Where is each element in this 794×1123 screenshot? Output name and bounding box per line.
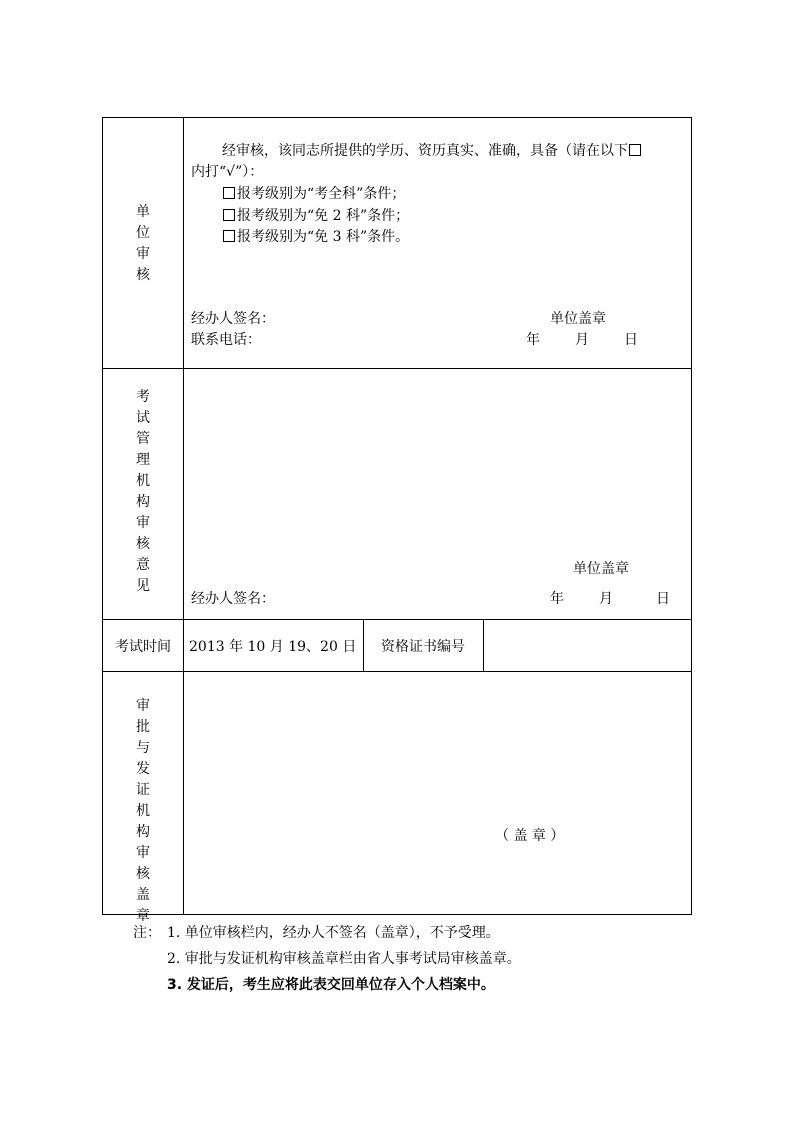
month-label: 月 <box>575 332 589 348</box>
review-intro-continued: 内打“√”）： <box>191 164 264 180</box>
review-intro: 经审核，该同志所提供的学历、资历真实、准确，具备（请在以下 <box>222 140 643 160</box>
note-item: 2. 审批与发证机构审核盖章栏由省人事考试局审核盖章。 <box>167 951 521 967</box>
column-divider <box>183 118 184 915</box>
handler-signature-label: 经办人签名： <box>191 591 275 607</box>
checkbox[interactable] <box>629 144 641 156</box>
unit-seal-label: 单位盖章 <box>573 561 629 577</box>
checkbox[interactable] <box>223 187 235 199</box>
issuing-authority-label: 审 批 与 发 证 机 构 审 核 盖 章 <box>136 698 150 924</box>
contact-phone-label: 联系电话： <box>191 332 261 348</box>
day-label: 日 <box>656 591 670 607</box>
checkbox[interactable] <box>223 230 235 242</box>
day-label: 日 <box>624 332 638 348</box>
form-table <box>102 117 692 924</box>
exam-time-value: 2013 年 10 月 19、20 日 <box>189 639 357 655</box>
cert-number-label: 资格证书编号 <box>381 639 465 655</box>
exam-authority-label: 考 试 管 理 机 构 审 核 意 见 <box>136 389 150 594</box>
row-divider <box>103 671 691 672</box>
checkbox[interactable] <box>223 209 235 221</box>
exam-time-label: 考试时间 <box>115 639 171 655</box>
note-item: 1. 单位审核栏内，经办人不签名（盖章），不予受理。 <box>167 925 500 941</box>
note-item: 3. 发证后，考生应将此表交回单位存入个人档案中。 <box>167 977 495 993</box>
row-divider <box>103 619 691 620</box>
year-label: 年 <box>526 332 540 348</box>
option-full-subjects: 报考级别为“考全科”条件； <box>223 183 405 203</box>
year-label: 年 <box>550 591 564 607</box>
row-divider <box>103 368 691 369</box>
handler-signature-label: 经办人签名： <box>191 311 275 327</box>
month-label: 月 <box>599 591 613 607</box>
unit-seal-label: 单位盖章 <box>550 311 606 327</box>
option-exempt-2: 报考级别为“免 2 科”条件； <box>223 205 409 225</box>
option-exempt-3: 报考级别为“免 3 科”条件。 <box>223 226 409 246</box>
unit-review-label: 单 位 审 核 <box>136 204 150 283</box>
seal-label: （ 盖 章 ） <box>495 828 565 844</box>
column-divider <box>483 619 484 671</box>
notes-prefix: 注： <box>133 925 161 941</box>
